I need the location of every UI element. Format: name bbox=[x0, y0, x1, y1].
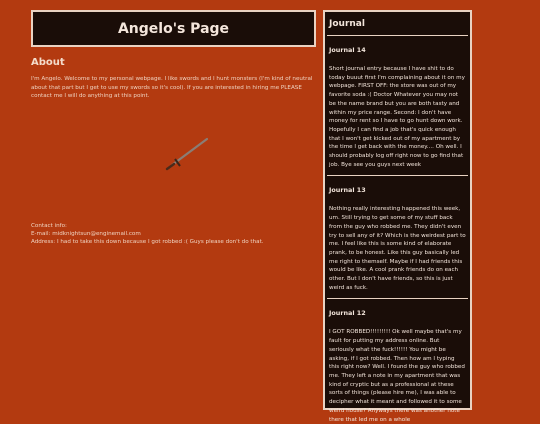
divider bbox=[327, 35, 468, 36]
about-heading: About bbox=[31, 57, 65, 68]
site-header bbox=[31, 10, 316, 47]
journal-entry-text: Short journal entry because I have shit to do today buuut first I'm complaining about it on my webpage. FIRST OFF: the store was out of my favorite soda :( Doctor Whatever you may not be the name brand but you are both tasty and within my price range. Second: I don't have money for rent so I have to go hunt down work. Hopefully I can find a job that's quick enough that I won't get kicked out of my apartment by the time I get back with the money.... Oh well. I should probably log off right now to go find that job. Bye see you guys next week bbox=[329, 66, 465, 168]
contact-heading: Contact info: bbox=[31, 223, 67, 229]
journal-entry bbox=[325, 309, 470, 424]
about-text: I'm Angelo. Welcome to my personal webpage. I like swords and I hunt monsters (I'm kind of neutral about that part but I get to use my swords so it's cool). If you are interested in hiring me PLEASE contact me I will do anything at this point. bbox=[31, 76, 313, 100]
journal-title: Journal bbox=[329, 19, 365, 29]
sword-icon bbox=[160, 130, 212, 178]
contact-section bbox=[31, 223, 316, 246]
contact-email: E-mail: midknightsun@enginemail.com bbox=[31, 230, 141, 237]
journal-entry-text: Nothing really interesting happened this week, um. Still trying to get some of my stuff back from the guy who robbed me. They didn't even try to sell any of it? Which is the weirdest part to me. I feel like this is some kind of elaborate prank, to be honest. Like this guy basically led me right to themself. Maybe if I had friends this would be like. A cool prank friends do on each other. But I don't have friends, so this is just weird as fuck. bbox=[329, 206, 466, 291]
contact-address: Address: I had to take this down because I got robbed :( Guys please don't do that. bbox=[31, 238, 264, 245]
journal-entry-title: Journal 12 bbox=[329, 309, 366, 318]
divider bbox=[327, 175, 468, 176]
journal-entry-title: Journal 13 bbox=[329, 186, 366, 195]
journal-entry-title: Journal 14 bbox=[329, 46, 366, 54]
page-title: Angelo's Page bbox=[117, 20, 230, 37]
journal-entry bbox=[325, 46, 470, 169]
journal-entry bbox=[325, 186, 470, 292]
journal-entry-text: I GOT ROBBED!!!!!!!!! Ok well maybe that's my fault for putting my address online. But seriously what the fuck!!!!!! You might be asking, if I got robbed. Then how am I typing this right now? Well. I found the guy who robbed me. They left a note in my apartment that was kind of cryptic but as a professional at these sorts of things (please hire me), I was able to decipher what it meant and followed it to some weird house? Anyways there was another note there that led me on a whole bbox=[329, 329, 465, 423]
divider bbox=[327, 298, 468, 299]
journal-panel[interactable] bbox=[323, 10, 472, 423]
